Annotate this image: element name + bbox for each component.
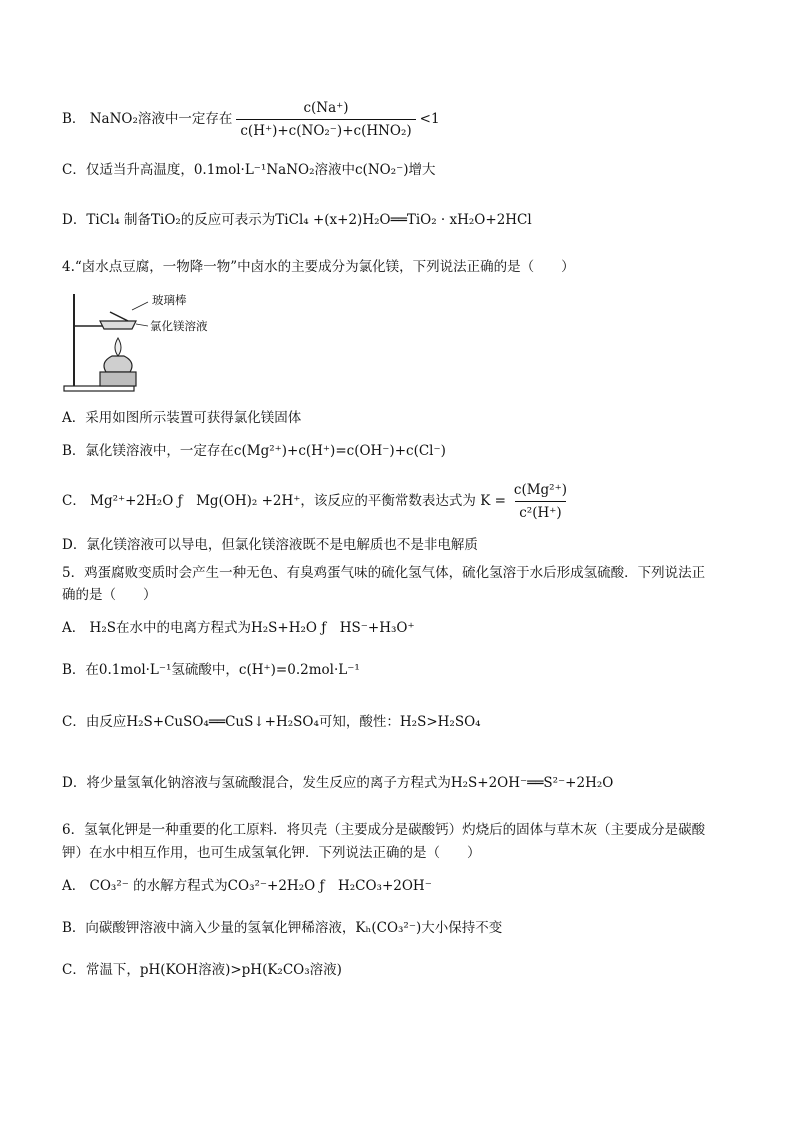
q5-option-c: C．由反应H₂S+CuSO₄══CuS↓+H₂SO₄可知，酸性：H₂S>H₂SO₄ (62, 714, 481, 730)
q4-option-c (62, 480, 754, 523)
apparatus-drawing (62, 288, 237, 396)
q4-c-denominator: c²(H⁺) (515, 501, 565, 523)
q5-option-a: A． H₂S在水中的电离方程式为H₂S+H₂O ƒ HS⁻+H₃O⁺ (62, 620, 415, 636)
q3-b-denominator: c(H⁺)+c(NO₂⁻)+c(HNO₂) (236, 119, 415, 141)
q4-option-a: A．采用如图所示装置可获得氯化镁固体 (62, 410, 302, 426)
q4-option-b: B．氯化镁溶液中，一定存在c(Mg²⁺)+c(H⁺)=c(OH⁻)+c(Cl⁻) (62, 443, 446, 459)
q4-c-prefix: C． Mg²⁺+2H₂O ƒ Mg(OH)₂ +2H⁺，该反应的平衡常数表达式为 K = (62, 493, 506, 509)
q3-b-prefix: B． NaNO₂溶液中一定存在 (62, 111, 233, 127)
q3-option-c: C．仅适当升高温度，0.1mol·L⁻¹NaNO₂溶液中c(NO₂⁻)增大 (62, 162, 436, 178)
q6-option-b: B．向碳酸钾溶液中滴入少量的氢氧化钾稀溶液，Kₕ(CO₃²⁻)大小保持不变 (62, 920, 503, 936)
q5-stem-line1: 5．鸡蛋腐败变质时会产生一种无色、有臭鸡蛋气味的硫化氢气体，硫化氢溶于水后形成氢硫酸．下列说法正 (62, 565, 706, 581)
q4-c-fraction (510, 480, 571, 523)
q3-b-fraction (236, 98, 415, 141)
q4-c-numerator: c(Mg²⁺) (513, 482, 567, 498)
q3-b-suffix: <1 (419, 111, 440, 127)
q5-option-b: B．在0.1mol·L⁻¹氢硫酸中，c(H⁺)=0.2mol·L⁻¹ (62, 662, 360, 678)
evaporation-apparatus-figure (62, 288, 237, 396)
q6-stem-line1: 6．氢氧化钾是一种重要的化工原料．将贝壳（主要成分是碳酸钙）灼烧后的固体与草木灰（主要成分是碳酸 (62, 822, 706, 838)
q6-option-a: A． CO₃²⁻ 的水解方程式为CO₃²⁻+2H₂O ƒ H₂CO₃+2OH⁻ (62, 878, 432, 894)
q5-stem-line2: 确的是（ ） (62, 587, 157, 603)
q5-option-d: D．将少量氢氧化钠溶液与氢硫酸混合，发生反应的离子方程式为H₂S+2OH⁻══S²⁻+2H₂O (62, 775, 614, 791)
mgcl2-solution-label: 氯化镁溶液 (150, 319, 208, 333)
q4-stem: 4.“卤水点豆腐，一物降一物”中卤水的主要成分为氯化镁，下列说法正确的是（ ） (62, 259, 575, 275)
q3-option-d: D．TiCl₄ 制备TiO₂的反应可表示为TiCl₄ +(x+2)H₂O══TiO₂ · xH₂O+2HCl (62, 212, 532, 228)
q3-b-numerator: c(Na⁺) (303, 100, 349, 116)
q4-option-d: D．氯化镁溶液可以导电，但氯化镁溶液既不是电解质也不是非电解质 (62, 537, 478, 553)
q6-stem-line2: 钾）在水中相互作用，也可生成氢氧化钾．下列说法正确的是（ ） (62, 845, 481, 861)
q3-option-b (62, 98, 754, 141)
q6-option-c: C．常温下，pH(KOH溶液)>pH(K₂CO₃溶液) (62, 962, 342, 978)
glass-rod-label: 玻璃棒 (152, 293, 187, 307)
